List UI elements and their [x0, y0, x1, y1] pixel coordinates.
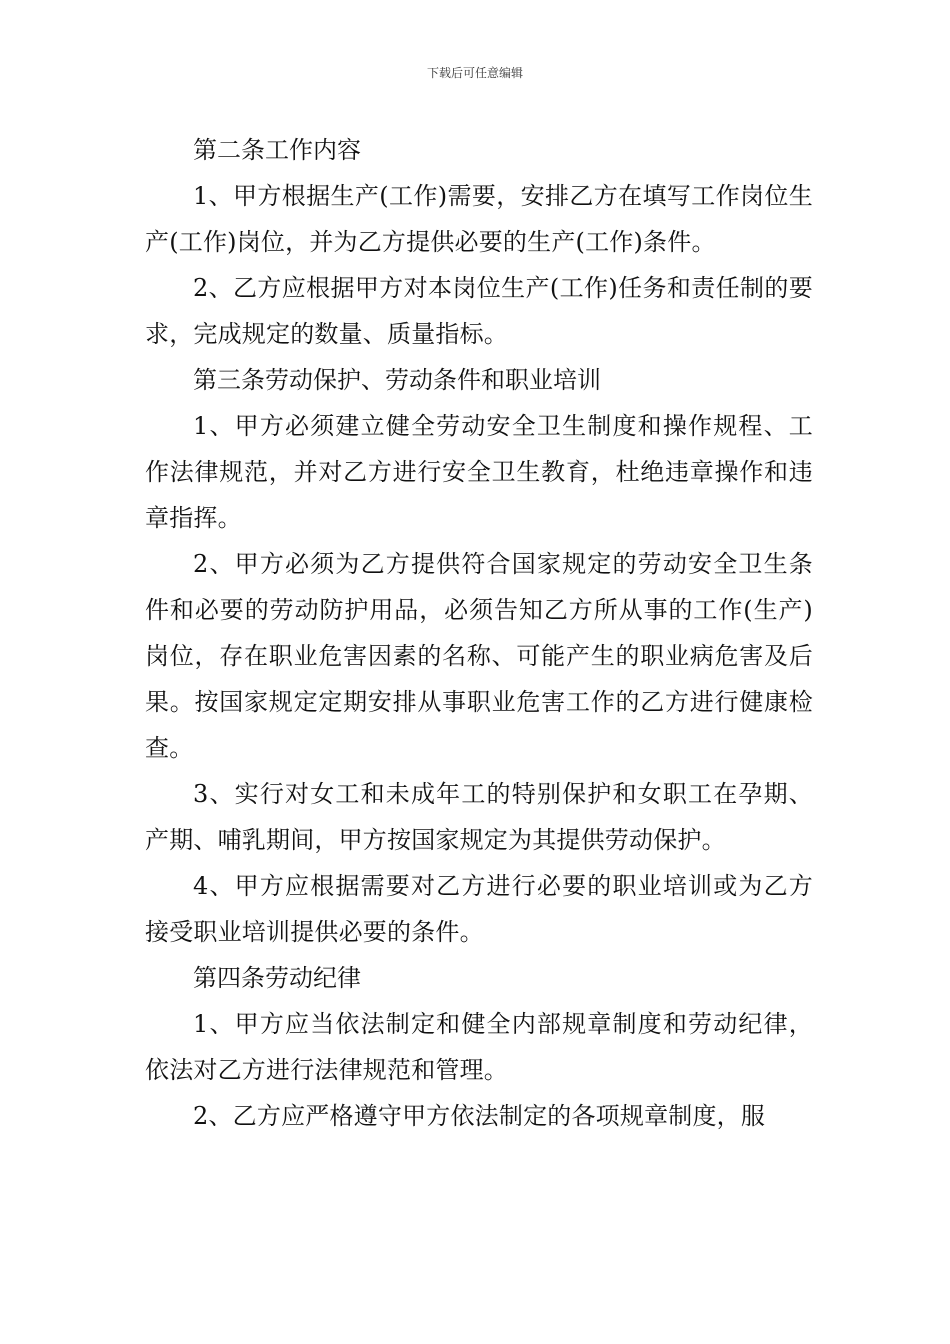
- paragraph: 2、甲方必须为乙方提供符合国家规定的劳动安全卫生条件和必要的劳动防护用品，必须告知乙方所从事的工作(生产)岗位，存在职业危害因素的名称、可能产生的职业病危害及后果。按国家规定定期安排从事职业危害工作的乙方进行健康检查。: [145, 550, 813, 762]
- paragraph: 2、乙方应严格遵守甲方依法制定的各项规章制度，服: [193, 1102, 766, 1130]
- paragraph: 4、甲方应根据需要对乙方进行必要的职业培训或为乙方接受职业培训提供必要的条件。: [145, 872, 813, 946]
- paragraph: 1、甲方必须建立健全劳动安全卫生制度和操作规程、工作法律规范，并对乙方进行安全卫生教育，杜绝违章操作和违章指挥。: [145, 412, 813, 532]
- document-body: [145, 127, 813, 1139]
- section-title: 第四条劳动纪律: [193, 964, 361, 992]
- section-title: 第二条工作内容: [193, 136, 361, 164]
- paragraph: 1、甲方根据生产(工作)需要，安排乙方在填写工作岗位生产(工作)岗位，并为乙方提供必要的生产(工作)条件。: [145, 182, 813, 256]
- paragraph: 3、实行对女工和未成年工的特别保护和女职工在孕期、产期、哺乳期间，甲方按国家规定为其提供劳动保护。: [145, 780, 813, 854]
- section-title: 第三条劳动保护、劳动条件和职业培训: [193, 366, 601, 394]
- paragraph: 1、甲方应当依法制定和健全内部规章制度和劳动纪律，依法对乙方进行法律规范和管理。: [145, 1010, 813, 1084]
- paragraph: 2、乙方应根据甲方对本岗位生产(工作)任务和责任制的要求，完成规定的数量、质量指标。: [145, 274, 813, 348]
- page-header: 下载后可任意编辑: [426, 66, 523, 80]
